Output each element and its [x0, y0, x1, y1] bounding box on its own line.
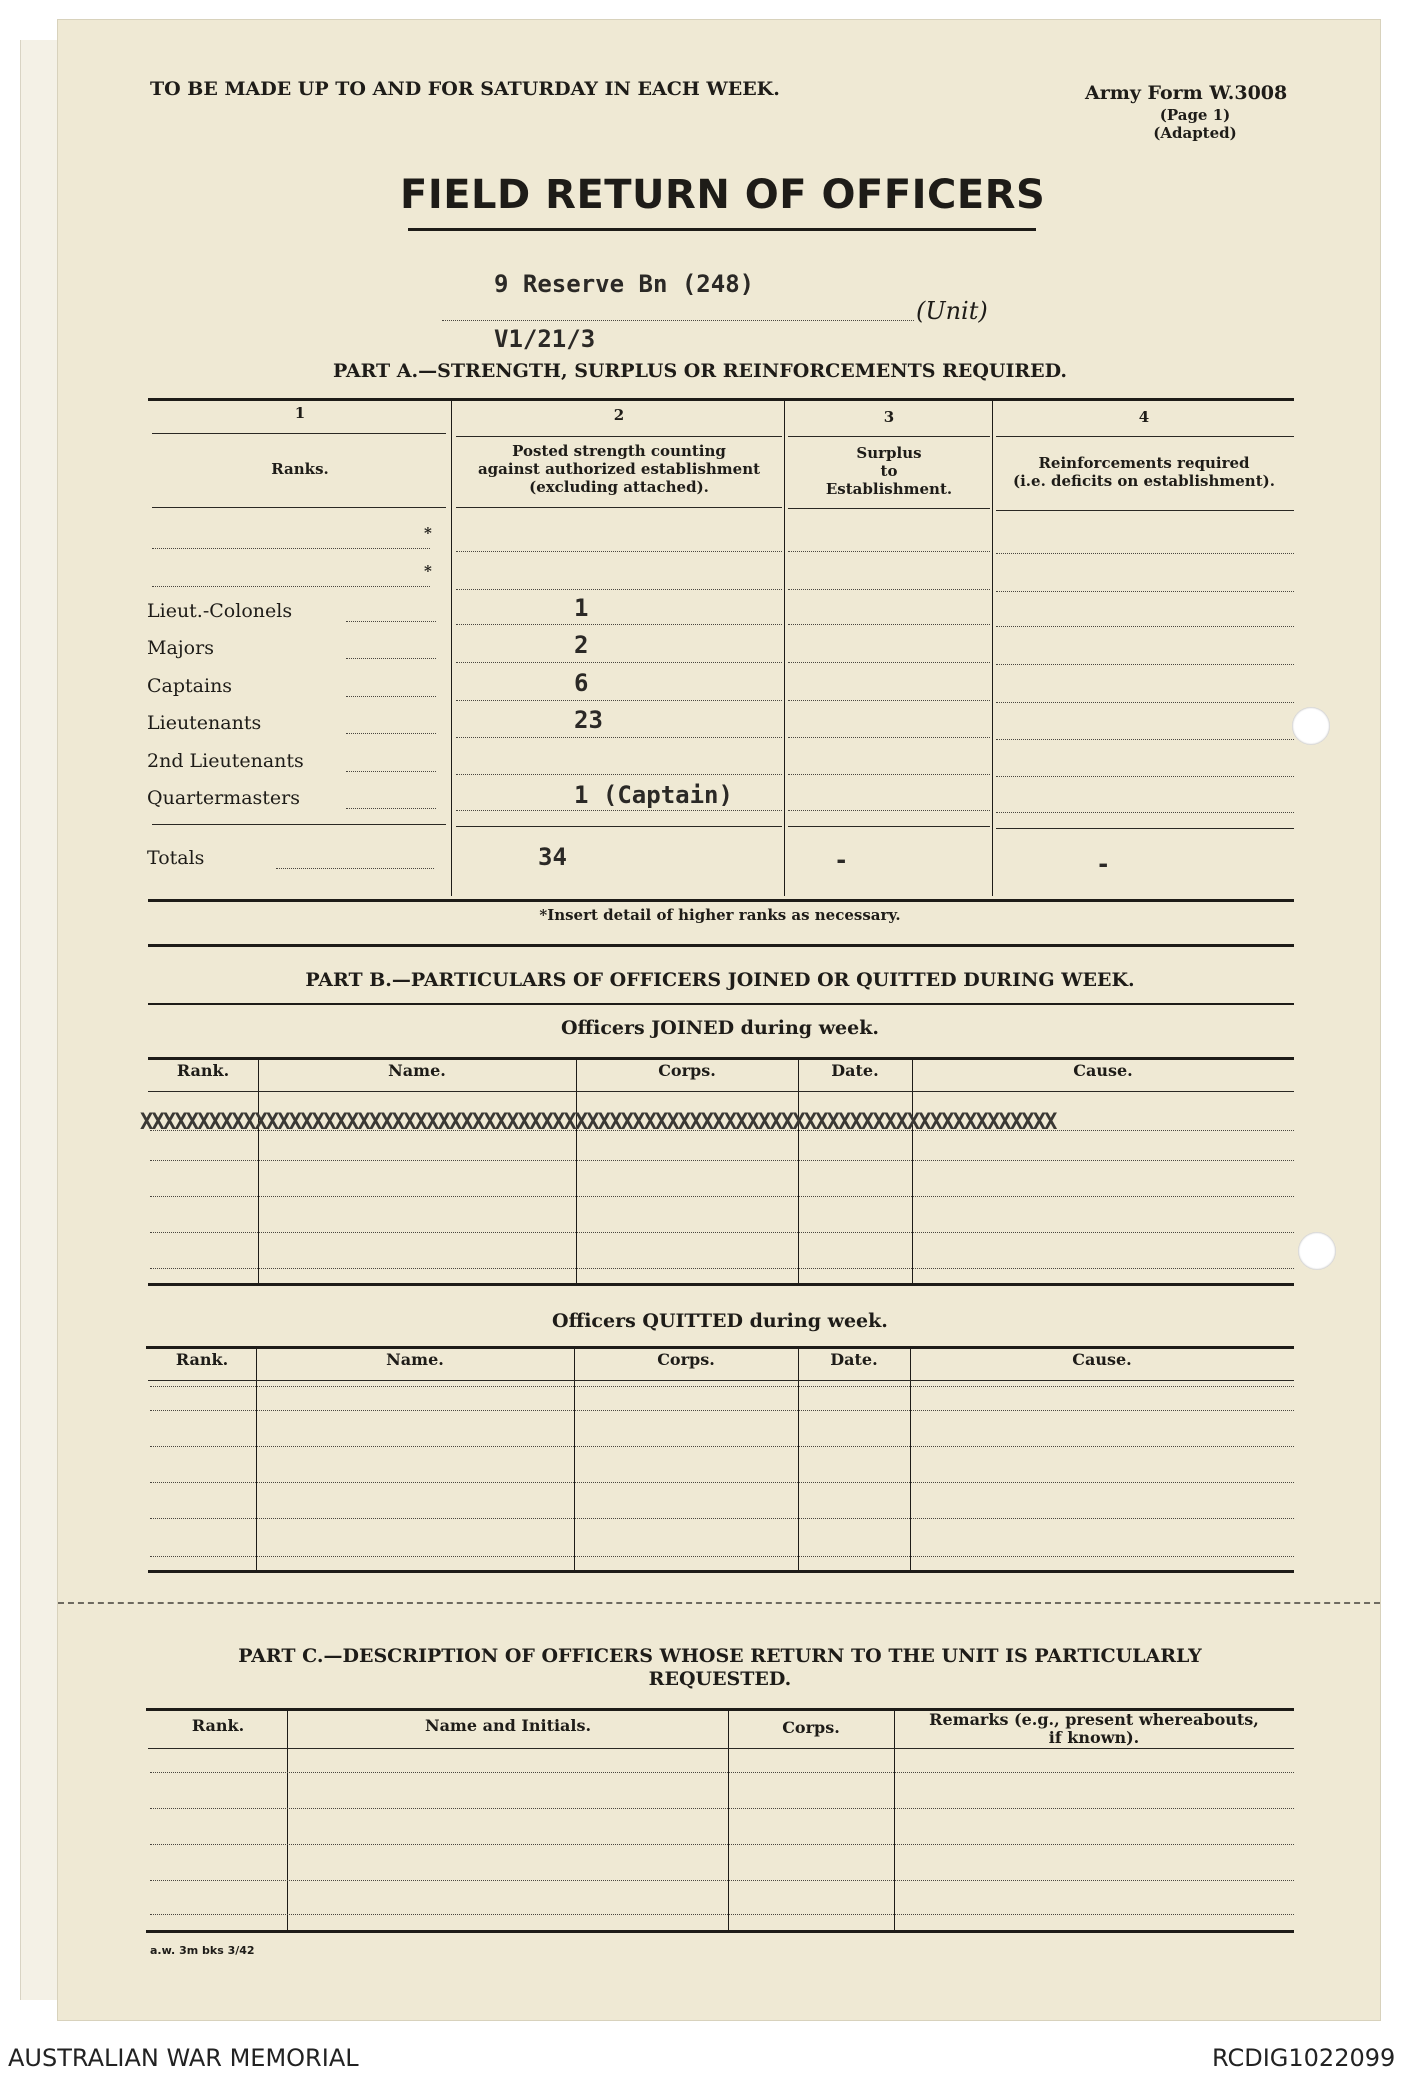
rank-label: Lieutenants — [147, 712, 262, 734]
quitted-row-line — [150, 1410, 1294, 1411]
joined-entry-struck: XXXXXXXXXXXXXXXXXXXXXXXXXXXXXXXXXXXXXXXXXXXXXXXXXXXXXXXXXXXXXXXXXXXXXXXXXXXXXXXX — [140, 1110, 1056, 1135]
unit-value: 9 Reserve Bn (248) — [494, 270, 755, 298]
part-a-number-rule-2 — [456, 436, 782, 437]
surplus-row-line — [788, 551, 990, 552]
part-c-col-divider — [728, 1710, 729, 1930]
quitted-col-divider — [256, 1348, 257, 1570]
quitted-row-line — [150, 1518, 1294, 1519]
footer-right: RCDIG1022099 — [1212, 2044, 1396, 2072]
posted-strength: 2 — [574, 631, 589, 659]
reinf-row-line — [996, 812, 1294, 813]
star-row-2-line — [152, 586, 430, 587]
posted-row-line — [456, 589, 782, 590]
part-a-header-rule-2 — [456, 507, 782, 508]
part-a-footnote: *Insert detail of higher ranks as necessary. — [539, 906, 901, 924]
part-a-totals-rule-3 — [788, 826, 990, 827]
quitted-col-3-header: Date. — [830, 1350, 878, 1369]
title-underline — [408, 228, 1036, 231]
form-number: Army Form W.3008 — [1085, 82, 1288, 104]
reference-number: V1/21/3 — [494, 325, 596, 353]
col-number-2: 2 — [613, 406, 625, 424]
quitted-col-4-header: Cause. — [1072, 1350, 1132, 1369]
surplus-row-line — [788, 700, 990, 701]
joined-top-rule — [148, 1057, 1294, 1060]
perforation-line — [58, 1602, 1380, 1604]
part-c-col-2-header: Corps. — [782, 1718, 840, 1737]
rank-label: Quartermasters — [147, 787, 300, 809]
reinf-row-line — [996, 776, 1294, 777]
rank-leader — [346, 733, 436, 734]
part-a-header-rule-4 — [996, 510, 1294, 511]
part-a-number-rule-4 — [996, 436, 1294, 437]
totals-reinforcements: - — [1096, 850, 1111, 878]
part-a-totals-rule-4 — [996, 828, 1294, 829]
part-c-row-line — [150, 1772, 1294, 1773]
part-a-header-rule-1 — [152, 507, 446, 508]
part-a-top-rule — [148, 398, 1294, 401]
reinf-row-line — [996, 739, 1294, 740]
posted-row-line — [456, 700, 782, 701]
posted-row-line — [456, 737, 782, 738]
part-b-heading: PART B.—PARTICULARS OF OFFICERS JOINED OR QUITTED DURING WEEK. — [305, 969, 1135, 991]
joined-col-4-header: Cause. — [1073, 1061, 1133, 1080]
posted-row-line — [456, 774, 782, 775]
col-reinf-label-1: Reinforcements required — [1038, 454, 1250, 472]
part-c-row-line — [150, 1914, 1294, 1915]
col-posted-label-2: against authorized establishment — [477, 460, 761, 478]
surplus-row-line — [788, 662, 990, 663]
part-c-row-line — [150, 1808, 1294, 1809]
col-number-3: 3 — [883, 408, 895, 426]
reinf-row-line — [996, 626, 1294, 627]
quitted-header-rule — [148, 1380, 1294, 1381]
print-code: a.w. 3m bks 3/42 — [150, 1944, 255, 1957]
part-b-top-rule — [148, 944, 1294, 947]
joined-row-line — [150, 1268, 1294, 1269]
rank-leader — [346, 658, 436, 659]
part-b-heading-rule — [148, 1003, 1294, 1005]
quitted-row-line — [150, 1482, 1294, 1483]
rank-label: 2nd Lieutenants — [147, 750, 304, 772]
posted-strength: 1 — [574, 594, 589, 622]
part-a-number-rule-1 — [152, 433, 446, 434]
totals-posted: 34 — [538, 843, 567, 871]
part-a-totals-rule-2 — [456, 826, 782, 827]
joined-heading: Officers JOINED during week. — [560, 1017, 880, 1039]
posted-row-line — [456, 662, 782, 663]
surplus-row-line — [788, 589, 990, 590]
rank-label: Captains — [147, 675, 233, 697]
joined-col-divider — [912, 1059, 913, 1283]
part-c-heading-1: PART C.—DESCRIPTION OF OFFICERS WHOSE RETURN TO THE UNIT IS PARTICULARLY — [238, 1645, 1202, 1667]
part-c-remarks-header-2: if known). — [1048, 1728, 1140, 1747]
posted-strength: 1 (Captain) — [574, 781, 733, 809]
quitted-col-2-header: Corps. — [657, 1350, 715, 1369]
joined-col-3-header: Date. — [831, 1061, 879, 1080]
quitted-heading: Officers QUITTED during week. — [552, 1310, 888, 1332]
quitted-row-line — [150, 1446, 1294, 1447]
quitted-top-rule — [146, 1346, 1294, 1349]
star-row-1-mark: * — [424, 524, 432, 542]
quitted-col-divider — [798, 1348, 799, 1570]
col-reinf-label-2: (i.e. deficits on establishment). — [1013, 472, 1275, 490]
posted-row-line — [456, 810, 782, 811]
joined-col-divider — [798, 1059, 799, 1283]
part-a-col-divider-3 — [992, 398, 993, 896]
joined-col-1-header: Name. — [388, 1061, 446, 1080]
joined-col-2-header: Corps. — [658, 1061, 716, 1080]
page-title: FIELD RETURN OF OFFICERS — [400, 172, 1046, 218]
reinf-row-line — [996, 553, 1294, 554]
unit-label: (Unit) — [916, 297, 988, 325]
part-c-col-0-header: Rank. — [191, 1716, 245, 1735]
quitted-row-line — [150, 1386, 1294, 1387]
part-c-row-line — [150, 1844, 1294, 1845]
rank-leader — [346, 696, 436, 697]
underlying-page-edge — [20, 40, 63, 2000]
joined-bottom-rule — [148, 1283, 1294, 1286]
unit-line — [442, 320, 914, 321]
part-c-header-rule — [148, 1748, 1294, 1749]
col-number-1: 1 — [294, 404, 306, 422]
col-surplus-label-2: to — [880, 462, 898, 480]
part-a-col-divider-2 — [784, 398, 785, 896]
joined-row-line — [150, 1196, 1294, 1197]
reinf-row-line — [996, 702, 1294, 703]
rank-leader — [346, 771, 436, 772]
joined-col-divider — [576, 1059, 577, 1283]
col-posted-label-3: (excluding attached). — [529, 478, 709, 496]
reinf-row-line — [996, 591, 1294, 592]
quitted-col-divider — [910, 1348, 911, 1570]
rank-label: Lieut.-Colonels — [147, 600, 293, 622]
part-c-remarks-header-1: Remarks (e.g., present whereabouts, — [929, 1710, 1259, 1729]
totals-label: Totals — [147, 847, 205, 869]
posted-row-line — [456, 624, 782, 625]
part-c-col-1-header: Name and Initials. — [424, 1716, 592, 1735]
totals-surplus: - — [834, 846, 849, 874]
quitted-col-divider — [574, 1348, 575, 1570]
part-a-number-rule-3 — [788, 436, 990, 437]
quitted-bottom-rule — [148, 1570, 1294, 1573]
posted-strength: 6 — [574, 669, 589, 697]
part-c-bottom-rule — [146, 1930, 1294, 1933]
punch-hole-upper — [1292, 707, 1330, 745]
star-row-1-line — [152, 548, 430, 549]
surplus-row-line — [788, 774, 990, 775]
part-c-row-line — [150, 1880, 1294, 1881]
col-posted-label-1: Posted strength counting — [512, 442, 726, 460]
footer-left: AUSTRALIAN WAR MEMORIAL — [8, 2044, 359, 2072]
posted-row-line — [456, 551, 782, 552]
punch-hole-lower — [1298, 1232, 1336, 1270]
form-page: (Page 1) — [1159, 106, 1231, 124]
surplus-row-line — [788, 737, 990, 738]
part-a-totals-rule-1 — [152, 824, 446, 825]
col-surplus-label-3: Establishment. — [825, 480, 953, 498]
posted-strength: 23 — [574, 706, 603, 734]
surplus-row-line — [788, 624, 990, 625]
part-a-heading: PART A.—STRENGTH, SURPLUS OR REINFORCEMENTS REQUIRED. — [332, 360, 1068, 382]
joined-row-line — [150, 1232, 1294, 1233]
joined-col-0-header: Rank. — [176, 1061, 230, 1080]
rank-label: Majors — [147, 637, 214, 659]
quitted-col-1-header: Name. — [386, 1350, 444, 1369]
surplus-row-line — [788, 810, 990, 811]
col-number-4: 4 — [1138, 408, 1150, 426]
part-a-header-rule-3 — [788, 508, 990, 509]
star-row-2-mark: * — [424, 562, 432, 580]
part-c-col-divider — [287, 1710, 288, 1930]
col-ranks-label: Ranks. — [271, 460, 329, 478]
col-surplus-label-1: Surplus — [856, 444, 922, 462]
part-a-col-divider-1 — [451, 398, 452, 896]
part-c-col-divider — [894, 1710, 895, 1930]
quitted-row-line — [150, 1556, 1294, 1557]
joined-row-line — [150, 1160, 1294, 1161]
instruction-text: TO BE MADE UP TO AND FOR SATURDAY IN EACH WEEK. — [150, 78, 780, 100]
rank-leader — [346, 808, 436, 809]
joined-header-rule — [148, 1091, 1294, 1092]
form-adapted: (Adapted) — [1153, 124, 1237, 142]
reinf-row-line — [996, 664, 1294, 665]
joined-col-divider — [258, 1059, 259, 1283]
quitted-col-0-header: Rank. — [175, 1350, 229, 1369]
rank-leader — [346, 621, 436, 622]
part-a-bottom-rule — [148, 899, 1294, 902]
part-c-heading-2: REQUESTED. — [648, 1668, 792, 1690]
totals-leader — [276, 868, 434, 869]
